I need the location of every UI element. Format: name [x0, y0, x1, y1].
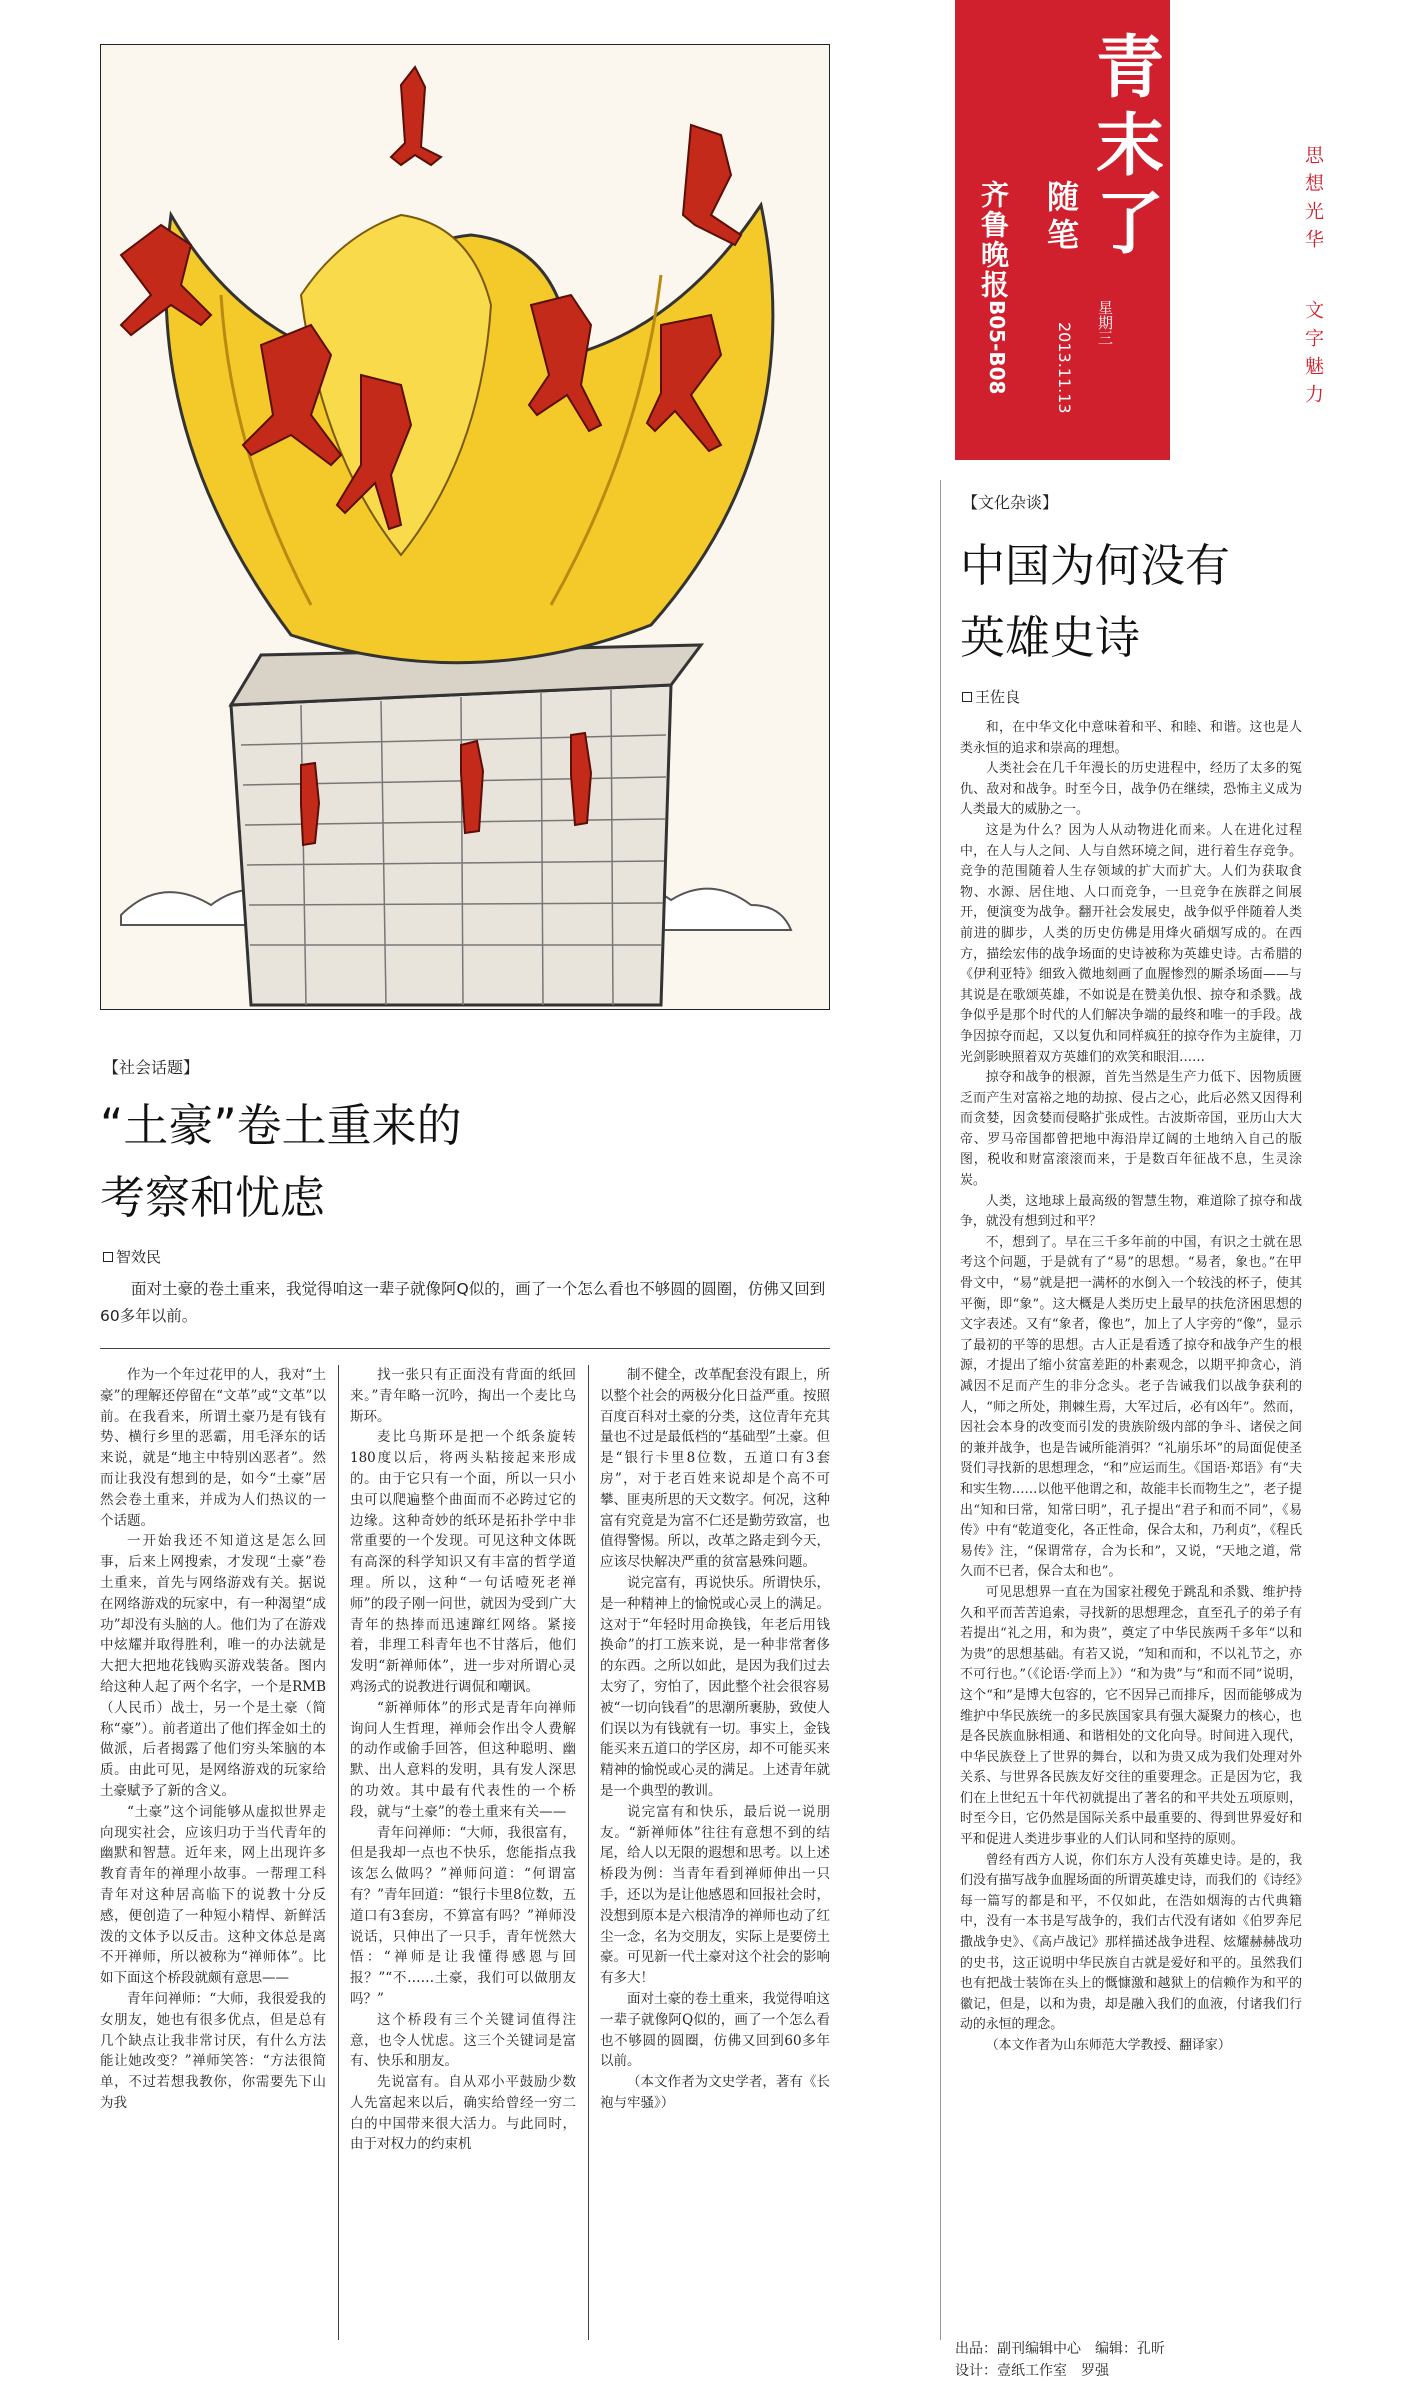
section-name: 随笔 [1046, 178, 1079, 254]
article1-col3-paragraph: 制不健全，改革配套没有跟上，所以整个社会的两极分化日益严重。按照百度百科对土豪的分类，这位青年充其量也不过是最低档的“基础型”土豪。但是“银行卡里8位数，五道口有3套房”，对于老百姓来说却是个高不可攀、匪夷所思的天文数字。何况，这种富有究竟是为富不仁还是勤劳致富，也值得警惕。所以，改革之路走到今天，应该尽快解决严重的贫富悬殊问题。 [600, 1367, 830, 1571]
article1-column-3 [600, 1365, 830, 2345]
page-range: B05-B08 [985, 300, 1009, 395]
newspaper-logo: 齐鲁晚报 [977, 180, 1010, 300]
article1-title-line2: 考察和忧虑 [100, 1171, 326, 1224]
byline-box-icon [103, 1252, 113, 1262]
column-rule [588, 1365, 589, 2340]
article2-tag: 【文化杂谈】 [962, 493, 1059, 512]
article1-col3-paragraph: 说完富有，再说快乐。所谓快乐，是一种精神上的愉悦或心灵上的满足。这对于“年轻时用命换钱，年老后用钱换命”的打工族来说，是一种非常奢侈的东西。之所以如此，是因为我们过去太穷了，穷怕了，因此整个社会很容易被“一切向钱看”的思潮所裹胁，致使人们误以为有钱就有一切。事实上，金钱能买来五道口的学区房，却不可能买来精神的愉悦或心灵的满足。上述青年就是一个典型的教训。 [600, 1574, 830, 1799]
article2-author: 王佐良 [975, 688, 1021, 706]
article2-title-line1: 中国为何没有 [960, 539, 1231, 592]
article1-byline [103, 1246, 161, 1267]
section-rule [940, 480, 941, 2340]
article1-col2-paragraph: 找一张只有正面没有背面的纸回来。”青年略一沉吟，掏出一个麦比乌斯环。 [350, 1367, 576, 1425]
article1-column-1 [100, 1365, 326, 2345]
article1-col3-paragraph: 面对土豪的卷土重来，我觉得咱这一辈子就像阿Q似的，画了一个怎么看也不够圆的圆圈，仿佛又回到60多年以前。 [600, 1990, 830, 2070]
article1-author: 智效民 [116, 1248, 162, 1266]
masthead-title [1095, 30, 1165, 264]
article2-paras-paragraph: 这是为什么？因为人从动物进化而来。人在进化过程中，在人与人之间、人与自然环境之间，进行着生存竞争。竞争的范围随着人生存领域的扩大而扩大。人们为获取食物、水源、居住地、人口而竞争，一旦竞争在族群之间展开，便演变为战争。翻开社会发展史，战争似乎伴随着人类前进的脚步，人类的历史仿佛是用烽火硝烟写成的。在西方，描绘宏伟的战争场面的史诗被称为英雄史诗。古希腊的《伊利亚特》细致入微地刻画了血腥惨烈的厮杀场面——与其说是在歌颂英雄，不如说是在赞美仇恨、掠夺和杀戮。战争似乎是那个时代的人们解决争端的最终和唯一的手段。战争因掠夺而起，又以复仇和同样疯狂的掠夺作为主旋律，刀光剑影映照着双方英雄们的欢笑和眼泪…… [960, 822, 1302, 1065]
article2-paras-paragraph: 不，想到了。早在三千多年前的中国，有识之士就在思考这个问题，于是就有了“易”的思想。“易者，象也。”在甲骨文中，“易”就是把一满杯的水倒入一个较浅的杯子，使其平衡，即“象”。这大概是人类历史上最早的扶危济困思想的文字表述。又有“象者，像也”，加上了人字旁的“像”，显示了最初的平等的思想。古人正是看透了掠夺和战争产生的根源，才提出了缩小贫富差距的朴素观念，以期平抑贪心，消减因不足而产生的非分念头。老子告诫我们以战争获利的人，“师之所处，荆棘生焉，大军过后，必有凶年”。然而，因社会本身的改变而引发的贵族阶级内部的争斗、诸侯之间的兼并战争，也是告诫所能消弭？“礼崩乐坏”的局面促使圣贤们寻找新的思想理念，“和”应运而生。《国语·郑语》有“夫和实生物……以他平他谓之和，故能丰长而物生之”，老子提出“知和曰常，知常曰明”，孔子提出“君子和而不同”，《易传》中有“乾道变化，各正性命，保合太和，乃利贞”，《程氏易传》注，“保谓常存，合为长和”，又说，“天地之道，常久而不已者，保合太和也”。 [960, 1234, 1302, 1580]
article1-col1-paragraph: “土豪”这个词能够从虚拟世界走向现实社会，应该归功于当代青年的幽默和智慧。近年来，网上出现许多教育青年的禅理小故事。一帮理工科青年对这种居高临下的说教十分反感，便创造了一种短小精悍、新鲜活泼的文体予以反击。这种文体总是离不开禅师，所以被称为“禅师体”。比如下面这个桥段就颇有意思—— [100, 1803, 326, 1987]
article2-byline [962, 686, 1020, 707]
article2-paras-paragraph: 曾经有西方人说，你们东方人没有英雄史诗。是的，我们没有描写战争血腥场面的所谓英雄史诗，而我们的《诗经》每一篇写的都是和平，不仅如此，在浩如烟海的古代典籍中，没有一本书是写战争的，我们古代没有诸如《伯罗奔尼撒战争史》、《高卢战记》那样描述战争进程、炫耀赫赫战功的史书，这正说明中华民族自古就是爱好和平的。虽然我们也有把战士装饰在头上的慨慷激和越狱上的信赖作为和平的徽记，但是，以和为贵，却是融入我们的血液，付诸我们行动的永恒的理念。 [960, 1852, 1302, 2033]
article1-col3-paragraph: 说完富有和快乐，最后说一说朋友。“新禅师体”往往有意想不到的结尾，给人以无限的遐想和思考。以上述桥段为例：当青年看到禅师伸出一只手，还以为是让他感恩和回报社会时，没想到原本是六根清净的禅师也动了红尘一念，名为交朋友，实际上是要傍土豪。可见新一代土豪对这个社会的影响有多大！ [600, 1803, 830, 1987]
credit-line-2: 设计：壹纸工作室 罗强 [955, 2363, 1109, 2379]
article2-paras-paragraph: 和，在中华文化中意味着和平、和睦、和谐。这也是人类永恒的追求和崇高的理想。 [960, 720, 1302, 756]
article2-paras-paragraph: 人类，这地球上最高级的智慧生物，难道除了掠夺和战争，就没有想到过和平？ [960, 1193, 1302, 1230]
article1-lead: 面对土豪的卷土重来，我觉得咱这一辈子就像阿Q似的，画了一个怎么看也不够圆的圆圈，仿佛又回到60多年以前。 [100, 1280, 826, 1325]
article2-body [960, 718, 1302, 2343]
lead-divider [100, 1348, 830, 1349]
column-rule [338, 1365, 339, 2340]
article2-paras-paragraph: 掠夺和战争的根源，首先当然是生产力低下、因物质匮乏而产生对富裕之地的劫掠、侵占之心，此后必然又因得利而贪婪，因贪婪而侵略扩张成性。古波斯帝国，亚历山大大帝、罗马帝国都曾把地中海沿岸辽阔的土地纳入自己的版图，税收和财富滚滚而来，于是数百年征战不息，生灵涂炭。 [960, 1070, 1302, 1189]
article1-col1-paragraph: 一开始我还不知道这是怎么回事，后来上网搜索，才发现“土豪”卷土重来，首先与网络游戏有关。据说在网络游戏的玩家中，有一种渴望“成功”却没有头脑的人。他们为了在游戏中炫耀并取得胜利，唯一的办法就是大把大把地花钱购买游戏装备。图内给这种人起了两个名字，一个是RMB（人民币）战士，另一个是土豪（简称“豪”）。前者道出了他们挥金如土的做派，后者揭露了他们穷头笨脑的本质。由此可见，是网络游戏的玩家给土豪赋予了新的含义。 [100, 1533, 326, 1799]
article1-col1-paragraph: 青年问禅师：“大师，我很爱我的女朋友，她也有很多优点，但是总有几个缺点让我非常讨厌，有什么方法能让她改变？”禅师笑答：“方法很简单，不过若想我教你，你需要先下山为我 [100, 1990, 326, 2111]
article2-paras-paragraph: 可见思想界一直在为国家社稷免于跳乱和杀戮、维护持久和平而苦苦追索，寻找新的思想理念，直至孔子的弟子有若提出“礼之用，和为贵”，奠定了中华民族两千多年“以和为贵”的思想基础。有若又说，“知和而和，不以礼节之，亦不可行也。”（《论语·学而上》）“和为贵”与“和而不同”说明，这个“和”是博大包容的，它不因异己而排斥，因而能够成为维护中华民族统一的多民族国家具有强大凝聚力的核心，也是各民族血脉相通、和谐相处的文化向导。时间进入现代，中华民族登上了世界的舞台，以和为贵又成为我们处理对外关系、与世界各民族友好交往的重要理念。正是因为它，我们在上世纪五十年代初就提出了著名的和平共处五项原则，时至今日，它仍然是国际关系中最重要的、得到世界爱好和平和促进人类进步事业的人们认同和坚持的原则。 [960, 1584, 1302, 1848]
article1-col2-paragraph: 先说富有。自从邓小平鼓励少数人先富起来以后，确实给曾经一穷二白的中国带来很大活力。与此同时，由于对权力的约束机 [350, 2074, 576, 2153]
issue-date: 2013.11.13 [1055, 322, 1074, 414]
masthead [955, 0, 1170, 460]
slogan-1: 思想光华 [1302, 145, 1324, 257]
byline-box-icon [962, 692, 972, 702]
article2-title [960, 530, 1230, 674]
article1-title [100, 1090, 462, 1234]
article1-col2-paragraph: 麦比乌斯环是把一个纸条旋转180度以后，将两头粘接起来形成的。由于它只有一个面，所以一只小虫可以爬遍整个曲面而不必跨过它的边缘。这种奇妙的纸环是拓扑学中非常重要的一个发现。可见这种文体既有高深的科学知识又有丰富的哲学道理。所以，这种“一句话噎死老禅师”的段子刚一问世，就因为受到广大青年的热捧而迅速蹿红网络。紧接着，非理工科青年也不甘落后，他们发明“新禅师体”，进一步对所谓心灵鸡汤式的说教进行调侃和嘲讽。 [350, 1429, 576, 1695]
article1-col2-paragraph: 这个桥段有三个关键词值得注意，也令人忧虑。这三个关键词是富有、快乐和朋友。 [350, 2011, 576, 2070]
article1-col2-paragraph: 青年问禅师：“大师，我很富有，但是我却一点也不快乐，您能指点我该怎么做吗？”禅师问道：“何谓富有？”青年回道：“银行卡里8位数，五道口有3套房，不算富有吗？”禅师没说话，只伸出了一只手，青年恍然大悟：“禅师是让我懂得感恩与回报？”“不……土豪，我们可以做朋友吗？” [350, 1824, 576, 2007]
article2-paras-paragraph: （本文作者为山东师范大学教授、翻译家） [985, 2038, 1231, 2053]
credit-line-1: 出品：副刊编辑中心 编辑：孔昕 [955, 2341, 1165, 2357]
article1-column-2 [350, 1365, 576, 2345]
masthead-title-char-3: 了 [1095, 185, 1164, 264]
article1-title-line1: “土豪”卷土重来的 [100, 1099, 462, 1152]
article1-col1-paragraph: 作为一个年过花甲的人，我对“土豪”的理解还停留在“文革”或“文革”以前。在我看来，所谓土豪乃是有钱有势、横行乡里的恶霸，用毛泽东的话来说，就是“地主中特别凶恶者”。然而让我没有想到的是，如今“土豪”居然会卷土重来，并成为人们热议的一个话题。 [100, 1367, 326, 1529]
article1-col3-paragraph: （本文作者为文史学者，著有《长袍与牢骚》） [600, 2074, 830, 2111]
masthead-title-char-2: 末 [1095, 107, 1164, 186]
masthead-title-char-1: 青 [1095, 29, 1164, 108]
article1-col2-paragraph: “新禅师体”的形式是青年向禅师询问人生哲理，禅师会作出令人费解的动作或偷手回答，但这种聪明、幽默、出人意料的发明，具有发人深思的功效。其中最有代表性的一个桥段，就与“土豪”的卷土重来有关—— [350, 1699, 576, 1820]
article1-tag: 【社会话题】 [103, 1058, 200, 1077]
weekday: 星期三 [1096, 300, 1114, 345]
cartoon-illustration [100, 44, 830, 1010]
article2-paras-paragraph: 人类社会在几千年漫长的历史进程中，经历了太多的冤仇、敌对和战争。时至今日，战争仍在继续，恐怖主义成为人类最大的威胁之一。 [960, 761, 1302, 818]
article2-title-line2: 英雄史诗 [960, 611, 1141, 664]
slogan-2: 文字魅力 [1302, 300, 1324, 412]
gold-ingot-cartoon [101, 45, 830, 1010]
